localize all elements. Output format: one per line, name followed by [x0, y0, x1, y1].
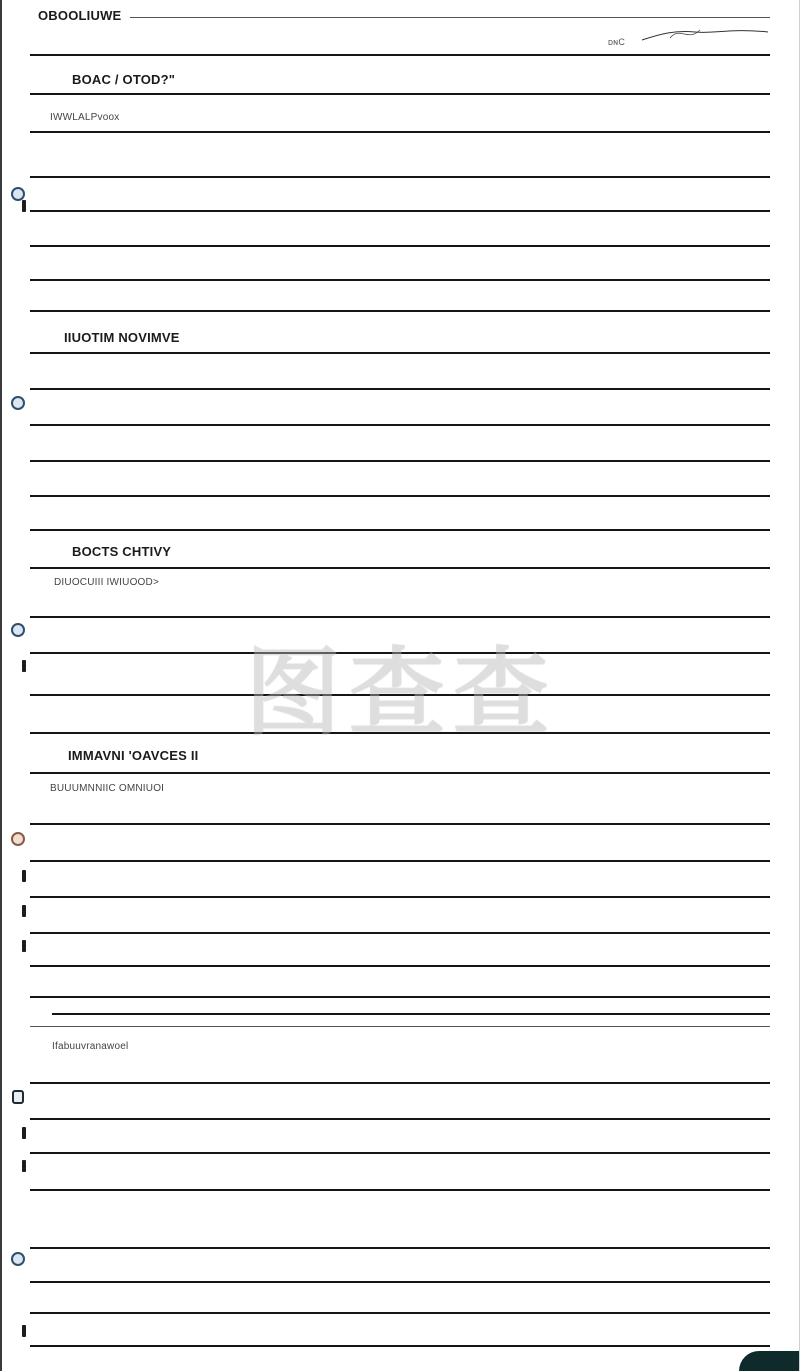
section-subtitle: Ifabuuvranawoel [52, 1041, 129, 1052]
rule [30, 352, 770, 354]
binder-ring-icon [11, 1252, 25, 1266]
rule [30, 495, 770, 497]
signature-scribble [640, 24, 770, 46]
margin-notch [22, 1127, 26, 1139]
margin-notch [22, 200, 26, 212]
rule [30, 1312, 770, 1314]
binder-ring-icon [11, 832, 25, 846]
rule [30, 210, 770, 212]
rule [30, 1247, 770, 1249]
rule [30, 424, 770, 426]
section-title: IIUOTIM NOVIMVE [64, 330, 180, 345]
rule [30, 245, 770, 247]
margin-notch [22, 1160, 26, 1172]
rule [30, 823, 770, 825]
rule [30, 460, 770, 462]
margin-notch [22, 660, 26, 672]
rule [30, 1152, 770, 1154]
corner-decoration [739, 1351, 799, 1371]
section-title: BOCTS CHTIVY [72, 544, 172, 559]
rule [30, 1082, 770, 1084]
rule [30, 279, 770, 281]
watermark: 图查查 [245, 636, 557, 749]
rule [30, 310, 770, 312]
header-label: OBOOLIUWE [38, 8, 122, 23]
rule [30, 176, 770, 178]
rule [30, 54, 770, 56]
rule [52, 1013, 770, 1015]
binder-ring-icon [11, 396, 25, 410]
rule [30, 1189, 770, 1191]
rule [30, 567, 770, 569]
rule [30, 1118, 770, 1120]
rule [30, 1345, 770, 1347]
rule [30, 131, 770, 133]
rule [30, 965, 770, 967]
rule [30, 860, 770, 862]
rule [30, 1281, 770, 1283]
rule [30, 388, 770, 390]
section-title: BOAC / OTOD?" [72, 72, 176, 87]
section-subtitle: DIUOCUIII IWIUOOD> [54, 577, 159, 588]
margin-notch [22, 940, 26, 952]
section-subtitle: BUUUMNNIIC OMNIUOI [50, 783, 165, 794]
margin-notch [22, 1325, 26, 1337]
binder-ring-icon [11, 187, 25, 201]
binder-tab-icon [12, 1090, 24, 1104]
binder-ring-icon [11, 623, 25, 637]
margin-notch [22, 870, 26, 882]
header-underline [130, 17, 770, 18]
rule [30, 529, 770, 531]
section-subtitle: IWWLALPvoox [50, 112, 120, 123]
rule [30, 996, 770, 998]
header-corner-text: ᴅɴC [608, 37, 626, 47]
rule [30, 1026, 770, 1027]
rule [30, 772, 770, 774]
margin-notch [22, 905, 26, 917]
rule [30, 932, 770, 934]
page-edge-line [0, 0, 2, 1371]
rule [30, 896, 770, 898]
section-title: IMMAVNI 'OAVCES II [68, 748, 199, 763]
rule [30, 93, 770, 95]
